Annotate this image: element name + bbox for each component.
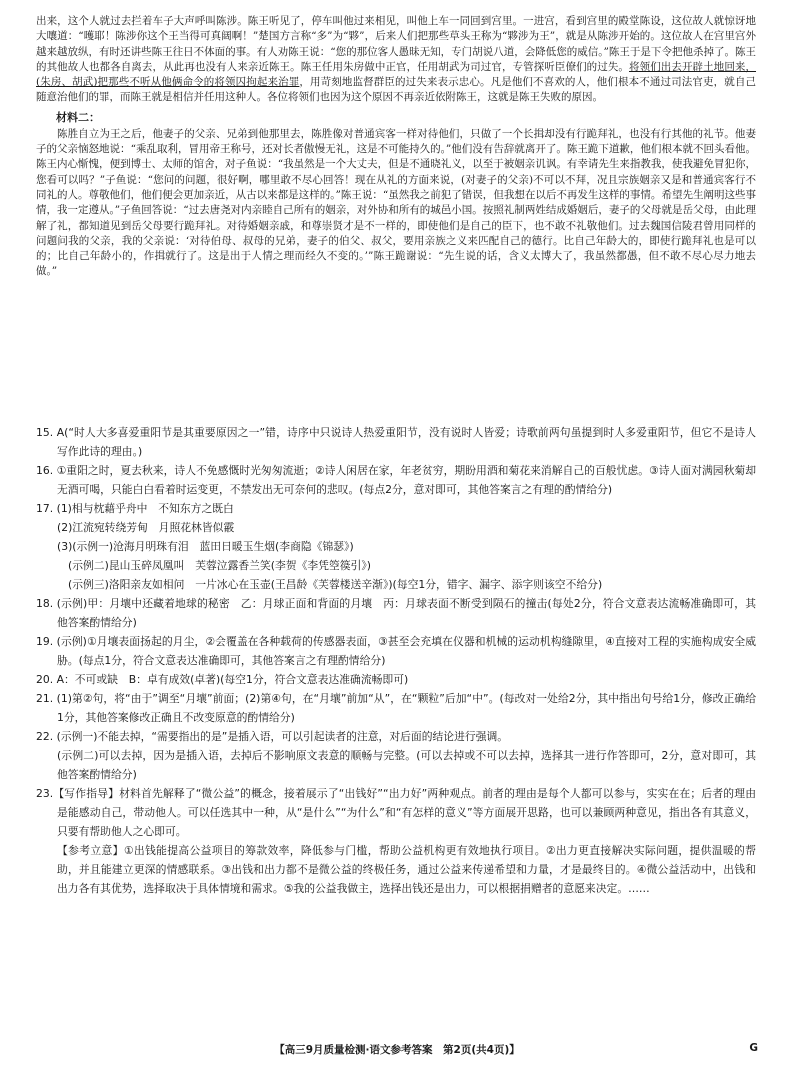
answer-22-1: 22. (示例一)不能去掉，“需要指出的是”是插入语，可以引起读者的注意，对后面的结论进行强调。 <box>36 730 509 743</box>
answer-17-1: 17. (1)相与枕藉乎舟中 不知东方之既白 <box>36 502 234 515</box>
answer-21: 21. (1)第②句，将“由于”调至“月壤”前面；(2)第④句，在“月壤”前加“从”，在“颗粒”后加“中”。(每改对一处给2分，其中指出句号给1分，修改正确给1分，其他答案修改正确且不改变原意的酌情给分) <box>36 692 756 724</box>
answer-16: 16. ①重阳之时，夏去秋来，诗人不免感慨时光匆匆流逝；②诗人闲居在家，年老贫穷，期盼用酒和菊花来消解自己的百般忧虑。③诗人面对满园秋菊却无酒可喝，只能白白看着时运变更，不禁发出无可奈何的悲叹。(每点2分，意对即可，其他答案言之有理的酌情给分) <box>36 464 756 496</box>
footer-text: 【高三9月质量检测·语文参考答案 第2页(共4页)】 <box>274 1044 520 1056</box>
answer-17-3: (3)(示例一)沧海月明珠有泪 蓝田日暖玉生烟(李商隐《锦瑟》) <box>57 540 354 553</box>
material-two-paragraph: 陈胜自立为王之后，他妻子的父亲、兄弟到他那里去，陈胜像对普通宾客一样对待他们，只做了一个长揖却没有行跪拜礼，也没有行其他的礼节。他妻子的父亲恼怒地说：“乘乱取利，冒用帝王称号，还对长者傲慢无礼，这是不可能持久的。”他们没有告辞就离开了。陈王跪下道歉，他们根本就不回头看他。陈王内心惭愧，便到博士、太师的馆舍，对子鱼说：“我虽然是一个大丈夫，但是不通晓礼义，以至于被姻亲讥讽。有幸请先生来指教我，使我避免冒犯你，您看可以吗？”子鱼说：“您问的问题，很好啊，哪里敢不尽心回答！现在从礼的方面来说，(对妻子的父亲)不可以不拜，况且宗族姻亲又是和普通宾客行不同礼的人。尊敬他们，他们便会更加亲近，从古以来都是这样的。”陈王说：“虽然我之前犯了错误，但我想在以后不再发生这样的事情。希望先生阐明这些事情，我一定遵从。”子鱼回答说：“过去唐尧对内亲睦自己所有的姻亲，对外协和所有的城邑小国。按照礼制两姓结成婚姻后，妻子的父母就是岳父母，由此理解了礼，都知道见到岳父母要行跪拜礼。对待婚姻亲戚，和尊崇贤才是不一样的，即使他们是自己的臣下，也不敢不礼敬他们。过去魏国信陵君曾用同样的问题问我的父亲，我的父亲说：‘对待伯母、叔母的兄弟，妻子的伯父、叔父，要用亲族之义来匹配自己的德行。比自己年龄大的，即使行跪拜礼也是可以的；比自己年龄小的，作揖就行了。这是出于人情之理而经久不变的。’”陈王跪谢说：“先生说的话，含义太博大了，我虽然都愚，但不敢不尽心尽力地去做。” <box>36 127 756 278</box>
underlined-sentence: 将领们出去开辟土地回来，(朱房、胡武)把那些不听从他俩命令的将领囚拘起来治罪 <box>36 60 757 89</box>
answer-19: 19. (示例)①月壤表面扬起的月尘，②会覆盖在各种载荷的传感器表面，③甚至会充填在仪器和机械的运动机构缝隙里，④直接对工程的实施构成安全威胁。(每点1分，符合文意表达准确即可，其他答案言之有理酌情给分) <box>36 635 756 667</box>
page-footer <box>0 1042 794 1057</box>
material-one-paragraph: 出来，这个人就过去拦着车子大声呼叫陈涉。陈王听见了，停车叫他过来相见，叫他上车一同回到宫里。一进宫，看到宫里的殿堂陈设，这位故人就惊讶地大嚷道：“嚄耶！陈涉你这个王当得可真阔啊！”楚国方言称“多”为“夥”，后来人们把那些草头王称为“夥涉为王”，就是从陈涉开始的。这位故人在宫里宫外越来越放纵，有时还讲些陈王往日不体面的事。有人劝陈王说：“您的那位客人愚昧无知，专门胡说八道，会降低您的威信。”陈王于是下令把他杀掉了。陈王的其他故人也都各自离去，从此再也没有人来亲近陈王。陈王任用朱房做中正官，任用胡武为司过官，专管探听臣僚们的过失。将领们出去开辟土地回来，(朱房、胡武)把那些不听从他俩命令的将领囚拘起来治罪，用苛刻地监督群臣的过失来表示忠心。凡是他们不喜欢的人，他们根本不通过司法官吏，就自己随意治他们的罪，而陈王就是相信并任用这种人。各位将领们也因为这个原因不再亲近依附陈王，这就是陈王失败的原因。 <box>36 15 757 104</box>
answer-17-example-2: (示例二)昆山玉碎凤凰叫 芙蓉泣露香兰笑(李贺《李凭箜篌引》) <box>68 559 371 572</box>
answer-23-reference: 【参考立意】①出钱能提高公益项目的筹款效率，降低参与门槛，帮助公益机构更有效地执行项目。②出力更直接解决实际问题，提供温暖的帮助，并且能建立更深的情感联系。③出钱和出力都不是微公益的终极任务，通过公益来传递希望和力量，才是最终目的。④微公益活动中，出钱和出力各有其优势，选择取决于具体情境和需求。⑤我的公益我做主，选择出钱还是出力，可以根据捐赠者的意愿来决定。…… <box>57 844 756 895</box>
passage-translation <box>36 14 756 280</box>
answer-17-example-3: (示例三)洛阳亲友如相问 一片冰心在玉壶(王昌龄《芙蓉楼送辛渐》)(每空1分，错字、漏字、添字则该空不给分) <box>68 578 603 591</box>
answer-15: 15. A(“时人大多喜爱重阳节是其重要原因之一”错，诗序中只说诗人热爱重阳节，没有说时人皆爱；诗歌前两句虽提到时人多爱重阳节，但它不是诗人写作此诗的理由。) <box>36 426 756 458</box>
answer-17-2: (2)江流宛转绕芳甸 月照花林皆似霰 <box>57 521 235 534</box>
answer-18: 18. (示例)甲：月壤中还藏着地球的秘密 乙：月球正面和背面的月壤 丙：月球表面不断受到陨石的撞击(每处2分，符合文意表达流畅准确即可，其他答案酌情给分) <box>36 597 756 629</box>
answer-23-guide: 23.【写作指导】材料首先解释了“微公益”的概念，接着展示了“出钱好”“出力好”两种观点。前者的理由是每个人都可以参与，实实在在；后者的理由是能感动自己，带动他人。可以任选其中一种，从“是什么”“为什么”和“有怎样的意义”等方面展开思路，也可以兼顾两种意见，指出各有其意义，只要有帮助他人之心即可。 <box>36 787 756 838</box>
answer-20: 20. A：不可或缺 B：卓有成效(卓著)(每空1分，符合文意表达准确流畅即可) <box>36 673 409 686</box>
answers-section <box>36 423 756 898</box>
material-two-heading: 材料二： <box>56 110 100 124</box>
version-letter: G <box>749 1042 758 1054</box>
answer-22-2: (示例二)可以去掉，因为是插入语，去掉后不影响原文表意的顺畅与完整。(可以去掉或不可以去掉，选择其一进行作答即可，2分，意对即可，其他答案酌情给分) <box>57 749 756 781</box>
